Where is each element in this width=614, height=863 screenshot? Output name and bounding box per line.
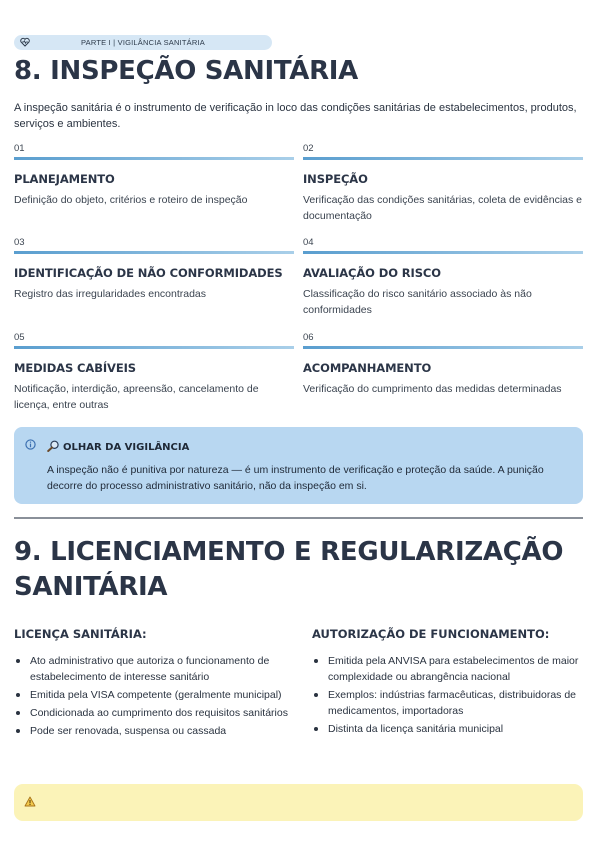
list-item: Emitida pela VISA competente (geralmente municipal): [14, 687, 292, 703]
step-card: [303, 332, 583, 397]
step-divider: [14, 346, 294, 349]
list-item: Exemplos: indústrias farmacêuticas, distribuidoras de medicamentos, importadoras: [312, 687, 580, 719]
section-divider: [14, 517, 583, 519]
warning-icon: [24, 796, 36, 807]
step-divider: [303, 157, 583, 160]
step-card: [303, 237, 583, 318]
section-8-title: 8. INSPEÇÃO SANITÁRIA: [14, 56, 358, 86]
step-card: [14, 143, 294, 208]
step-title: MEDIDAS CABÍVEIS: [14, 361, 136, 375]
step-description: Definição do objeto, critérios e roteiro de inspeção: [14, 194, 248, 206]
section-badge: [14, 35, 272, 50]
step-description: Notificação, interdição, apreensão, cancelamento de licença, entre outras: [14, 383, 259, 411]
step-description: Verificação do cumprimento das medidas determinadas: [303, 383, 562, 395]
section-9-title-line-1: 9. LICENCIAMENTO E REGULARIZAÇÃO: [14, 537, 564, 567]
step-title: PLANEJAMENTO: [14, 172, 115, 186]
step-card: [14, 237, 294, 302]
step-description: Classificação do risco sanitário associado às não conformidades: [303, 288, 532, 316]
callout-text: A inspeção não é punitiva por natureza — é um instrumento de verificação e proteção da saúde. A punição decorre do processo administrativo sanitário, não da inspeção em si.: [47, 464, 544, 492]
step-divider: [14, 157, 294, 160]
list-item: Pode ser renovada, suspensa ou cassada: [14, 723, 292, 739]
vigilance-callout: [14, 427, 583, 504]
badge-label: PARTE I | VIGILÂNCIA SANITÁRIA: [81, 38, 205, 47]
list-item: Ato administrativo que autoriza o funcionamento de estabelecimento de interesse sanitário: [14, 653, 292, 685]
step-number: 04: [303, 237, 314, 248]
step-description: Registro das irregularidades encontradas: [14, 288, 207, 300]
step-title: INSPEÇÃO: [303, 172, 368, 186]
list-item: Emitida pela ANVISA para estabelecimentos de maior complexidade ou abrangência nacional: [312, 653, 580, 685]
section-9-title-line-2: SANITÁRIA: [14, 572, 168, 602]
section-8-intro: A inspeção sanitária é o instrumento de verificação in loco das condições sanitárias de estabelecimentos, produtos, serviços e ambientes.: [14, 102, 577, 130]
step-title: ACOMPANHAMENTO: [303, 361, 432, 375]
step-divider: [14, 251, 294, 254]
step-number: 01: [14, 143, 25, 154]
step-title: AVALIAÇÃO DO RISCO: [303, 266, 441, 280]
step-number: 03: [14, 237, 25, 248]
step-number: 05: [14, 332, 25, 343]
authorization-list: [312, 653, 580, 739]
list-item: Condicionada ao cumprimento dos requisitos sanitários: [14, 705, 292, 721]
step-number: 06: [303, 332, 314, 343]
step-divider: [303, 251, 583, 254]
authorization-heading: AUTORIZAÇÃO DE FUNCIONAMENTO:: [312, 627, 550, 641]
magnifier-icon: [47, 440, 60, 452]
heart-pulse-icon: [20, 37, 30, 47]
license-list: [14, 653, 292, 741]
license-heading: LICENÇA SANITÁRIA:: [14, 627, 147, 641]
step-title: IDENTIFICAÇÃO DE NÃO CONFORMIDADES: [14, 266, 283, 280]
callout-title: OLHAR DA VIGILÂNCIA: [63, 442, 190, 453]
list-item: Distinta da licença sanitária municipal: [312, 721, 580, 737]
step-number: 02: [303, 143, 314, 154]
callout-heading: [47, 440, 189, 453]
step-card: [303, 143, 583, 224]
info-icon: [25, 439, 36, 450]
step-card: [14, 332, 294, 413]
warning-box: [14, 784, 583, 821]
step-description: Verificação das condições sanitárias, coleta de evidências e documentação: [303, 194, 582, 222]
step-divider: [303, 346, 583, 349]
